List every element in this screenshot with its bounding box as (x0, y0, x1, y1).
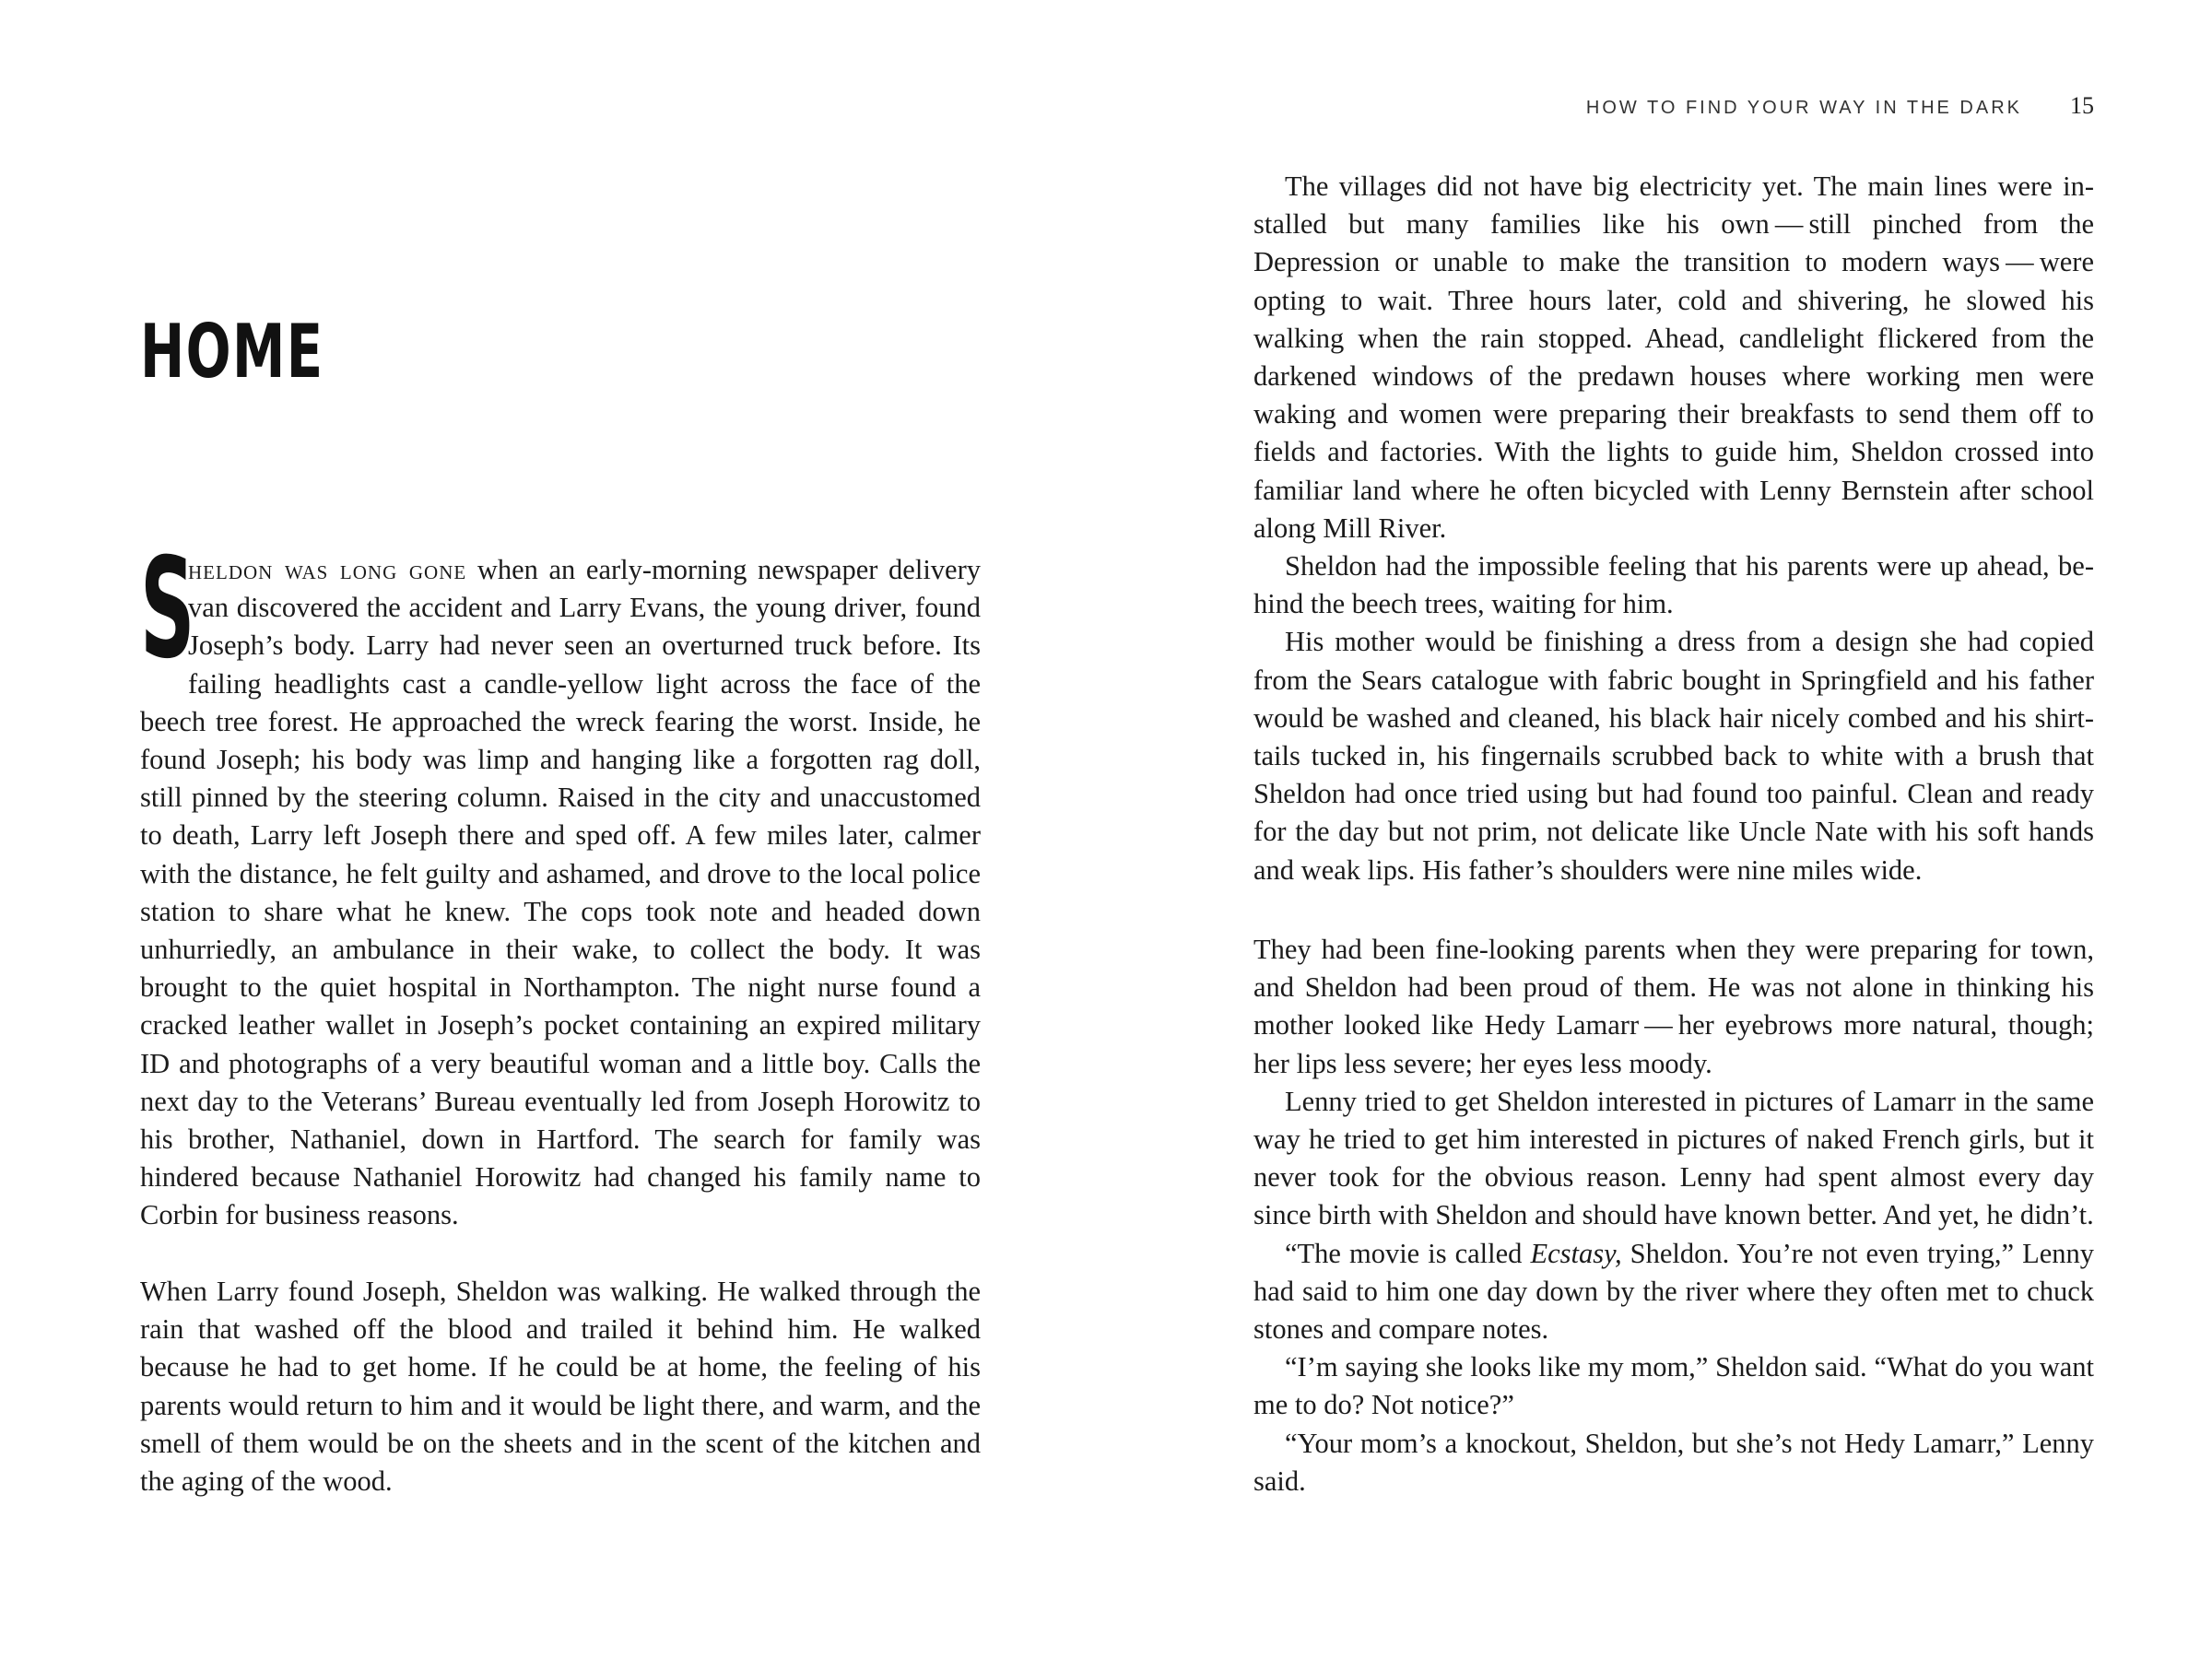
paragraph: His mother would be finishing a dress from a design she had copied from the Sears catalogue with fabric bought in Springfield and his father would be washed and cleaned, his black hair nicely combed and his shirttails tucked in, his fingernails scrubbed back to white with a brush that Sheldon had once tried using but had found too painful. Clean and ready for the day but not prim, not delicate like Uncle Nate with his soft hands and weak lips. His father’s shoulders were nine miles wide. (1253, 626, 2094, 886)
page-number: 15 (2070, 92, 2094, 119)
chapter-title: HOME (140, 309, 324, 394)
paragraph: Sheldon had the impossible feeling that his parents were up ahead, behind the beech trees, waiting for him. (1253, 550, 2094, 620)
opening-text-block (140, 529, 981, 1235)
dialogue-text: “The movie is called (1285, 1237, 1531, 1269)
dialogue-paragraph: “I’m saying she looks like my mom,” Sheldon said. “What do you want me to do? Not notice?” (1253, 1351, 2094, 1421)
second-text-block (140, 1273, 981, 1500)
running-head-title: HOW TO FIND YOUR WAY IN THE DARK (1585, 98, 2022, 118)
dialogue-paragraph (1253, 1235, 2094, 1349)
dialogue-paragraph: “Your mom’s a knockout, Sheldon, but she’s not Hedy Lamarr,” Lenny said. (1253, 1427, 2094, 1497)
paragraph: Lenny tried to get Sheldon interested in pictures of Lamarr in the same way he tried to get him interested in pictures of naked French girls, but it never took for the obvious reason. Lenny had spent almost every day since birth with Sheldon and should have known better. And yet, he didn’t. (1253, 1085, 2094, 1231)
running-head (1586, 92, 2094, 120)
opening-smallcaps: heldon was long gone (188, 554, 467, 585)
right-text-block-1 (1253, 168, 2094, 889)
right-text-block-2 (1253, 931, 2094, 1500)
paragraph: When Larry found Joseph, Sheldon was walking. He walked through the rain that washed off the blood and trailed it behind him. He walked because he had to get home. If he could be at home, the feeling of his parents would return to him and it would be light there, and warm, and the smell of them would be on the sheets and in the scent of the kitchen and the aging of the wood. (140, 1276, 981, 1498)
drop-cap: S (140, 529, 195, 689)
opening-paragraph-text: when an early-morning newspaper delivery van discovered the accident and Larry Evans, the young driver, found Joseph’s body. Larry had never seen an overturned truck before. Its failing headlights cast a candle-yellow light across the face of the beech tree forest. He approached the wreck fearing the worst. Inside, he found Joseph; his body was limp and hanging like a forgotten rag doll, still pinned by the steering column. Raised in the city and unaccustomed to death, Larry left Joseph there and sped off. A few miles later, calmer with the distance, he felt guilty and ashamed, and drove to the local police station to share what he knew. The cops took note and headed down unhurriedly, an ambulance in their wake, to collect the body. It was brought to the quiet hospital in Northampton. The night nurse found a cracked leather wallet in Joseph’s pocket containing an expired military ID and photographs of a very beautiful woman and a little boy. Calls the next day to the Veterans’ Bureau eventually led from Joseph Horowitz to his brother, Nathaniel, down in Hartford. The search for family was hindered because Nathaniel Horowitz had changed his family name to Corbin for business reasons. (140, 554, 981, 1231)
paragraph: They had been fine-looking parents when they were preparing for town, and Sheldon had been proud of them. He was not alone in thinking his mother looked like Hedy Lamarr — her eyebrows more natural, though; her lips less severe; her eyes less moody. (1253, 934, 2094, 1079)
dialogue-text: Sheldon. You’re not even trying,” Lenny had said to him one day down by the river where they often met to chuck stones and compare notes. (1253, 1237, 2095, 1346)
opening-paragraph (140, 529, 981, 1235)
movie-title-italic: Ecstasy, (1530, 1237, 1622, 1269)
paragraph: The villages did not have big electricity yet. The main lines were installed but many families like his own — still pinched from the Depression or unable to make the transition to modern ways — were opting to wait. Three hours later, cold and shivering, he slowed his walking when the rain stopped. Ahead, candlelight flickered from the darkened windows of the predawn houses where working men were waking and women were preparing their breakfasts to send them off to fields and factories. With the lights to guide him, Sheldon crossed into familiar land where he often bicycled with Lenny Bernstein after school along Mill River. (1253, 171, 2094, 544)
